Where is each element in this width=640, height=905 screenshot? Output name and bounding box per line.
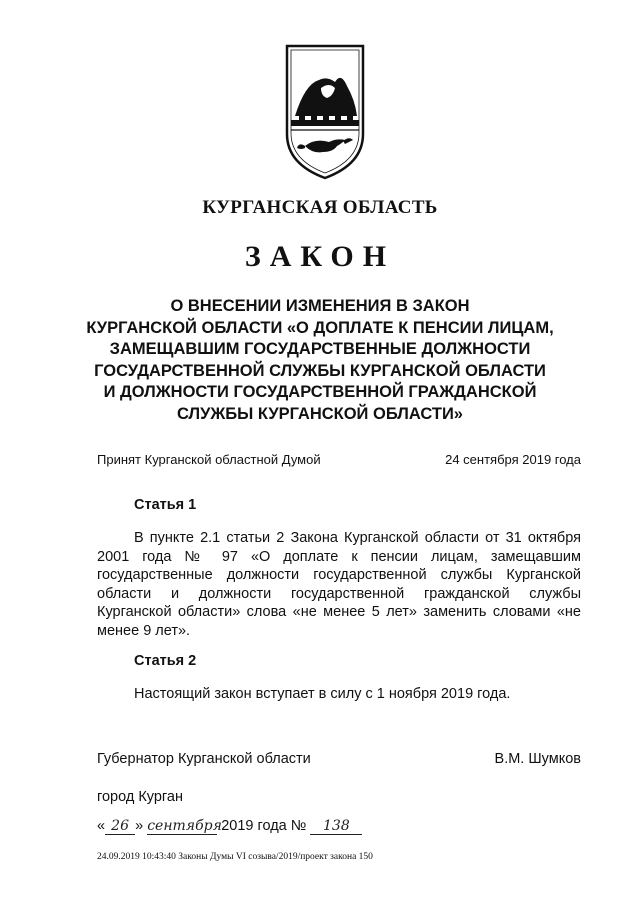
handwritten-month: сентября <box>147 818 222 834</box>
adoption-date: 24 сентября 2019 года <box>445 452 581 467</box>
kurgan-coat-of-arms-icon <box>283 42 367 182</box>
signing-date-line <box>97 818 362 835</box>
handwritten-day: 26 <box>105 818 135 835</box>
adoption-text: Принят Курганской областной Думой <box>97 452 321 467</box>
subject-line: ЗАМЕЩАВШИМ ГОСУДАРСТВЕННЫЕ ДОЛЖНОСТИ <box>109 340 531 358</box>
signatory-name: В.М. Шумков <box>494 751 581 767</box>
subject-line: СЛУЖБЫ КУРГАНСКОЙ ОБЛАСТИ» <box>176 404 463 423</box>
law-subject <box>60 296 580 425</box>
subject-line: И ДОЛЖНОСТИ ГОСУДАРСТВЕННОЙ ГРАЖДАНСКОЙ <box>103 383 537 401</box>
close-quote: » <box>135 818 144 834</box>
region-title: КУРГАНСКАЯ ОБЛАСТЬ <box>202 197 438 218</box>
city-name: город Курган <box>97 789 183 805</box>
article-2-text: Настоящий закон вступает в силу с 1 ноября 2019 года. <box>134 686 511 702</box>
document-type-title: ЗАКОН <box>244 240 396 273</box>
handwritten-law-number: 138 <box>310 818 362 835</box>
open-quote: « <box>97 818 106 834</box>
year-and-number-label: 2019 года № <box>221 818 307 834</box>
article-1-heading: Статья 1 <box>134 497 197 513</box>
article-2-heading: Статья 2 <box>134 653 197 669</box>
subject-line: ГОСУДАРСТВЕННОЙ СЛУЖБЫ КУРГАНСКОЙ ОБЛАСТИ <box>94 361 546 380</box>
article-1-text: В пункте 2.1 статьи 2 Закона Курганской области от 31 октября 2001 года № 97 «О доплате к пенсии лицам, замещавшим государственные должности государственной службы Курганской области и должности государственной гражданской службы Курганской области» слова «не менее 5 лет» заменить словами «не менее 9 лет». <box>97 530 581 639</box>
signatory-position: Губернатор Курганской области <box>97 751 311 767</box>
subject-line: О ВНЕСЕНИИ ИЗМЕНЕНИЯ В ЗАКОН <box>170 297 470 315</box>
subject-line: КУРГАНСКОЙ ОБЛАСТИ «О ДОПЛАТЕ К ПЕНСИИ ЛИЦАМ, <box>86 318 554 337</box>
document-footer-stamp: 24.09.2019 10:43:40 Законы Думы VI созыва/2019/проект закона 150 <box>97 852 373 862</box>
